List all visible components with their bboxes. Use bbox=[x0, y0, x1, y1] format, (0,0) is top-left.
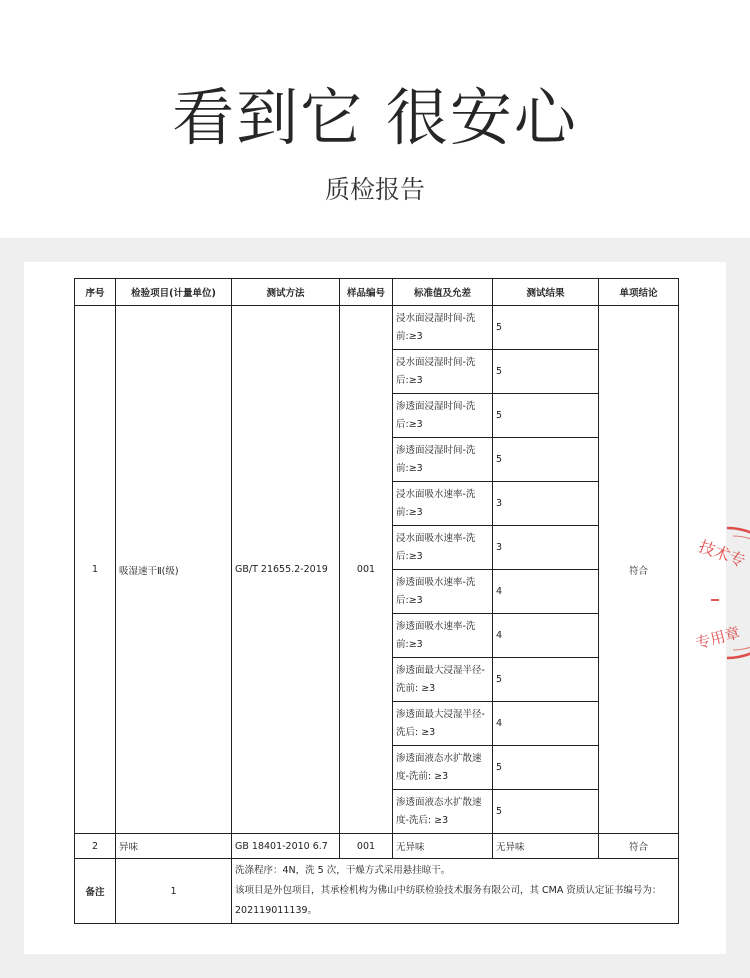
row1-conclusion: 符合 bbox=[599, 306, 679, 834]
inspection-table bbox=[74, 278, 679, 924]
table-row bbox=[75, 834, 679, 859]
row2-result: 无异味 bbox=[493, 834, 599, 859]
result-cell: 3 bbox=[493, 526, 599, 570]
standard-cell: 渗透面浸湿时间-洗后:≥3 bbox=[393, 394, 493, 438]
row1-sample: 001 bbox=[340, 306, 393, 834]
header-result: 测试结果 bbox=[493, 279, 599, 306]
result-cell: 5 bbox=[493, 394, 599, 438]
hero-section bbox=[0, 0, 750, 238]
table-row bbox=[75, 306, 679, 350]
standard-cell: 浸水面吸水速率-洗后:≥3 bbox=[393, 526, 493, 570]
header-method: 测试方法 bbox=[232, 279, 340, 306]
result-cell: 5 bbox=[493, 438, 599, 482]
standard-cell: 浸水面吸水速率-洗前:≥3 bbox=[393, 482, 493, 526]
hero-subtitle: 质检报告 bbox=[324, 175, 425, 204]
stamp-text-top: 技术专 bbox=[696, 536, 748, 571]
row1-method: GB/T 21655.2-2019 bbox=[232, 306, 340, 834]
row1-item: 吸湿速干Ⅱ(级) bbox=[116, 306, 232, 834]
hero-title: 看到它 很安心 bbox=[172, 81, 578, 154]
standard-cell: 渗透面液态水扩散速度-洗后: ≥3 bbox=[393, 790, 493, 834]
header-item: 检验项目(计量单位) bbox=[116, 279, 232, 306]
remark-row bbox=[75, 859, 679, 924]
result-cell: 5 bbox=[493, 350, 599, 394]
header-conclusion: 单项结论 bbox=[599, 279, 679, 306]
remark-line: 该项目是外包项目，其承检机构为佛山中纺联检验技术服务有限公司，其 CMA 资质认定证书编号为： bbox=[235, 885, 662, 896]
remark-line: 202119011139。 bbox=[235, 905, 318, 916]
result-cell: 4 bbox=[493, 570, 599, 614]
result-cell: 3 bbox=[493, 482, 599, 526]
result-cell: 5 bbox=[493, 306, 599, 350]
row2-method: GB 18401-2010 6.7 bbox=[232, 834, 340, 859]
header-no: 序号 bbox=[75, 279, 116, 306]
row2-no: 2 bbox=[75, 834, 116, 859]
header-sample: 样品编号 bbox=[340, 279, 393, 306]
remark-notes bbox=[232, 859, 679, 924]
table-header-row bbox=[75, 279, 679, 306]
standard-cell: 渗透面吸水速率-洗后:≥3 bbox=[393, 570, 493, 614]
standard-cell: 浸水面浸湿时间-洗前:≥3 bbox=[393, 306, 493, 350]
result-cell: 4 bbox=[493, 614, 599, 658]
header-standard: 标准值及允差 bbox=[393, 279, 493, 306]
result-cell: 4 bbox=[493, 702, 599, 746]
row2-standard: 无异味 bbox=[393, 834, 493, 859]
standard-cell: 浸水面浸湿时间-洗后:≥3 bbox=[393, 350, 493, 394]
result-cell: 5 bbox=[493, 790, 599, 834]
row2-sample: 001 bbox=[340, 834, 393, 859]
result-cell: 5 bbox=[493, 746, 599, 790]
official-seal-stamp bbox=[693, 518, 750, 668]
result-cell: 5 bbox=[493, 658, 599, 702]
standard-cell: 渗透面浸湿时间-洗前:≥3 bbox=[393, 438, 493, 482]
standard-cell: 渗透面液态水扩散速度-洗前: ≥3 bbox=[393, 746, 493, 790]
remark-label: 备注 bbox=[75, 859, 116, 924]
remark-value: 1 bbox=[116, 859, 232, 924]
standard-cell: 渗透面最大浸湿半径-洗前: ≥3 bbox=[393, 658, 493, 702]
row1-no: 1 bbox=[75, 306, 116, 834]
standard-cell: 渗透面最大浸湿半径-洗后: ≥3 bbox=[393, 702, 493, 746]
standard-cell: 渗透面吸水速率-洗前:≥3 bbox=[393, 614, 493, 658]
stamp-text-bottom: 专用章 bbox=[693, 623, 742, 653]
row2-item: 异味 bbox=[116, 834, 232, 859]
row2-conclusion: 符合 bbox=[599, 834, 679, 859]
remark-line: 洗涤程序：4N，洗 5 次，干燥方式采用悬挂晾干。 bbox=[235, 865, 451, 876]
